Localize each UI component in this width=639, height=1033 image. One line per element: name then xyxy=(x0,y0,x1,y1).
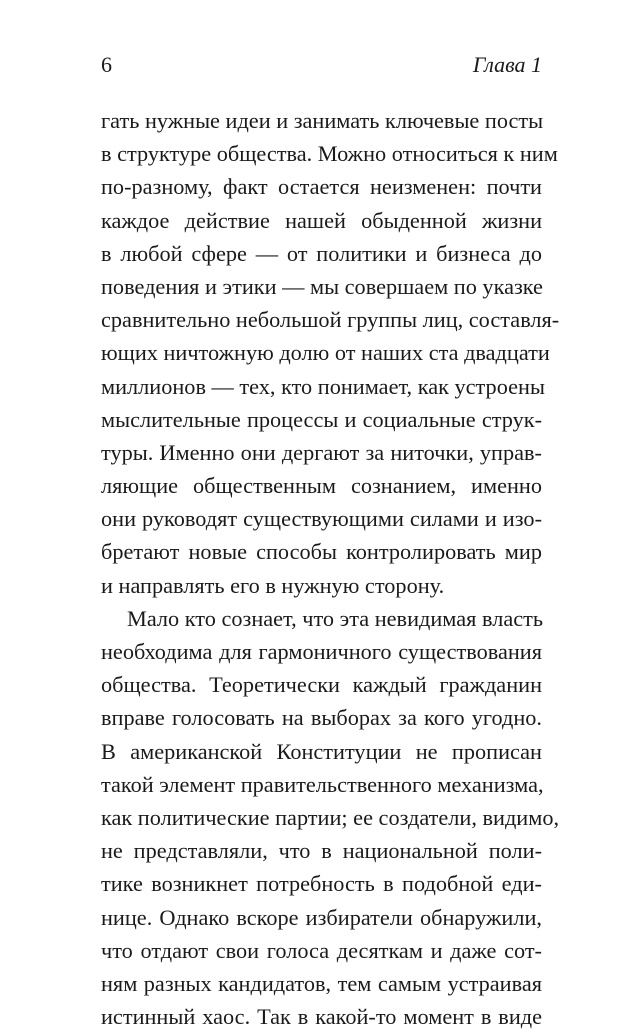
text-line: мыслительные процессы и социальные струк- xyxy=(101,406,542,432)
text-line: они руководят существующими силами и изо- xyxy=(101,506,542,532)
text-line: поведения и этики — мы совершаем по указке xyxy=(101,273,543,299)
page-header xyxy=(101,50,542,80)
text-line: сравнительно небольшой группы лиц, составля- xyxy=(101,307,560,333)
text-line: не представляли, что в национальной поли- xyxy=(101,838,542,864)
text-line: вправе голосовать на выборах за кого угодно. xyxy=(101,705,542,731)
text-line: ням разных кандидатов, тем самым устраивая xyxy=(101,970,542,996)
text-line: в любой сфере — от политики и бизнеса до xyxy=(101,240,542,266)
paragraph xyxy=(101,602,560,1033)
paragraph xyxy=(101,104,560,602)
text-line: гать нужные идеи и занимать ключевые посты xyxy=(101,108,544,133)
text-line: Мало кто сознает, что эта невидимая власть xyxy=(127,605,544,631)
page-number: 6 xyxy=(101,52,112,77)
text-line: что отдают свои голоса десяткам и даже сот- xyxy=(101,937,542,963)
text-line: тике возникнет потребность в подобной еди- xyxy=(101,871,542,897)
text-line: и направлять его в нужную сторону. xyxy=(101,572,445,598)
text-line: по-разному, факт остается неизменен: почти xyxy=(101,174,542,200)
body-text xyxy=(101,104,560,1033)
text-line: каждое действие нашей обыденной жизни xyxy=(101,207,542,233)
text-line: как политические партии; ее создатели, видимо, xyxy=(101,804,560,830)
text-line: в структуре общества. Можно относиться к ним xyxy=(101,141,558,167)
chapter-running-head: Глава 1 xyxy=(472,52,542,77)
text-line: ющих ничтожную долю от наших ста двадцати xyxy=(101,340,550,366)
text-line: туры. Именно они дергают за ниточки, управ- xyxy=(101,439,542,465)
text-line: нице. Однако вскоре избиратели обнаружили, xyxy=(101,904,542,930)
text-line: бретают новые способы контролировать мир xyxy=(101,539,542,565)
text-line: В американской Конституции не прописан xyxy=(101,738,542,764)
text-line: истинный хаос. Так в какой-то момент в виде xyxy=(101,1004,542,1030)
text-line: такой элемент правительственного механизма, xyxy=(101,771,544,797)
text-line: ляющие общественным сознанием, именно xyxy=(101,473,542,499)
text-line: миллионов — тех, кто понимает, как устроены xyxy=(101,373,545,399)
text-line: общества. Теоретически каждый гражданин xyxy=(101,672,542,698)
text-line: необходима для гармоничного существования xyxy=(101,639,542,664)
